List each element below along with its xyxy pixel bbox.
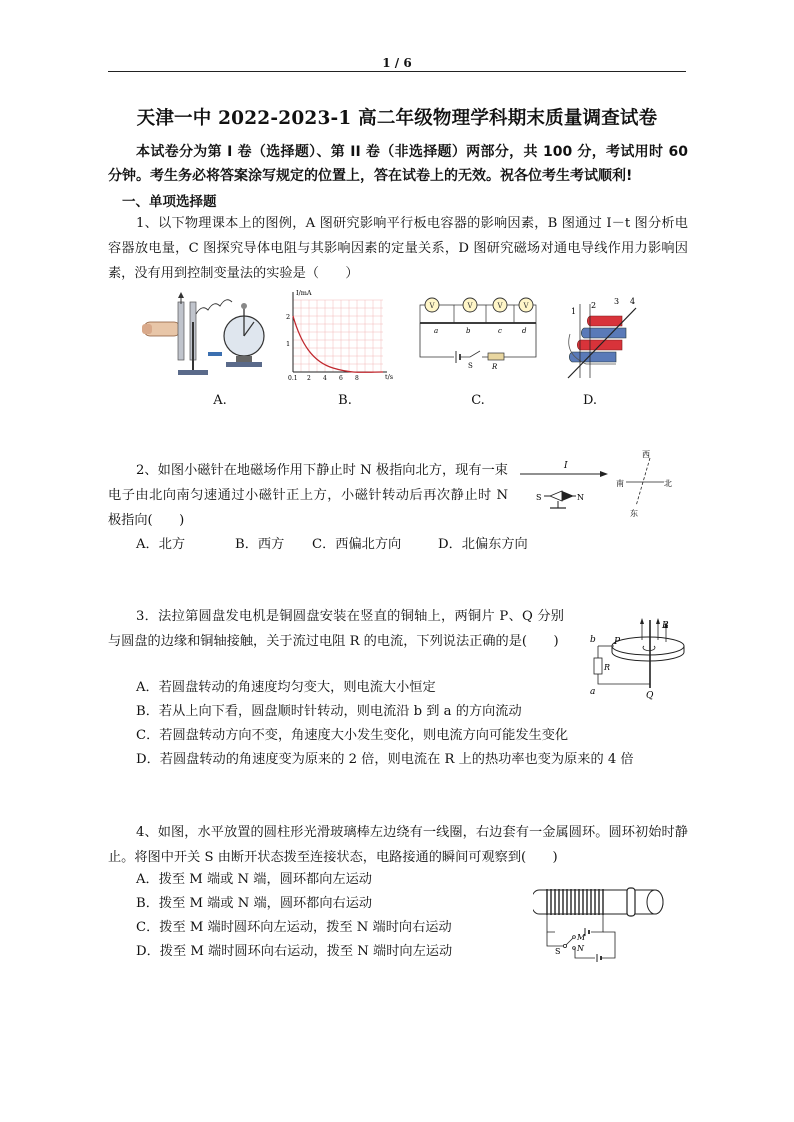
question-1-text: 1、以下物理课本上的图例，A 图研究影响平行板电容器的影响因素，B 图通过 I－t 图分析电容器放电量，C 图探究导体电阻与其影响因素的定量关系，D 图研究磁场对通电导线作用力影响因素，没有用到控制变量法的实验是（ ） [108, 216, 688, 281]
q3-label-p: P [614, 637, 621, 647]
q4-option-d: D．拨至 M 端时圆环向右运动，拨至 N 端时向左运动 [136, 944, 453, 959]
q3-label-b-field: B [662, 621, 669, 631]
graph-x-tick: 2 [307, 375, 311, 382]
circuit-label-b: b [466, 327, 471, 335]
q1-figure-a [140, 292, 272, 382]
graph-x-tick: 4 [323, 375, 327, 382]
q3-option-b: B．若从上向下看，圆盘顺时针转动，则电流沿 b 到 a 的方向流动 [136, 704, 522, 719]
graph-x-tick: 0.1 [288, 375, 298, 382]
circuit-label-r: R [492, 363, 498, 371]
question-4-text: 4、如图，水平放置的圆柱形光滑玻璃棒左边绕有一线圈，右边套有一金属圆环。圆环初始时静止。将图中开关 S 由断开状态拨至连接状态，电路接通的瞬间可观察到( ) [108, 825, 688, 865]
q1-caption-c: C. [471, 393, 485, 408]
section-heading-single-choice: 一、单项选择题 [122, 194, 217, 210]
q1-caption-d: D. [582, 393, 598, 408]
q2-compass-south: 南 [616, 479, 624, 488]
q3-label-r: R [604, 663, 611, 672]
magnet-label-2: 2 [591, 301, 597, 310]
magnet-label-4: 4 [630, 297, 636, 306]
graph-x-tick: 6 [339, 375, 343, 382]
q2-compass-west: 西 [642, 450, 650, 459]
exam-title: 天津一中 2022-2023-1 高二年级物理学科期末质量调查试卷 [136, 108, 658, 129]
q3-option-a: A．若圆盘转动的角速度均匀变大，则电流大小恒定 [136, 680, 436, 695]
exam-instructions: 本试卷分为第 I 卷（选择题）、第 II 卷（非选择题）两部分，共 100 分，考试用时 60 分钟。考生务必将答案涂写规定的位置上，答在试卷上的无效。祝各位考生考试顺利! [108, 144, 688, 184]
svg-text:V: V [497, 302, 503, 310]
circuit-label-a: a [434, 327, 439, 335]
header-rule [108, 71, 686, 72]
magnet-label-3: 3 [614, 297, 620, 306]
circuit-label-d: d [522, 327, 527, 335]
q4-label-s: S [555, 947, 561, 956]
graph-x-label: t/s [385, 373, 394, 381]
q4-label-m: M [577, 933, 586, 942]
svg-text:V: V [523, 302, 529, 310]
q1-caption-b: B. [338, 393, 352, 408]
q2-needle-n: N [577, 493, 584, 502]
q2-compass-east: 东 [630, 509, 638, 518]
q4-option-b: B．拨至 M 端或 N 端，圆环都向右运动 [136, 896, 373, 911]
q2-option-a: A．北方 [136, 537, 186, 552]
q2-current-label: I [564, 461, 568, 471]
graph-x-tick: 8 [355, 375, 359, 382]
graph-y-label: I/mA [296, 289, 312, 297]
question-2-text: 2、如图小磁针在地磁场作用下静止时 N 极指向北方，现有一束电子由北向南匀速通过小磁针正上方，小磁针转动后再次静止时 N 极指向( ) [108, 463, 508, 528]
q4-figure-coil-ring [533, 882, 669, 966]
q3-figure-disc-generator [584, 616, 688, 700]
q2-figure [520, 446, 680, 520]
magnet-label-1: 1 [571, 307, 577, 316]
q1-caption-a: A. [213, 393, 227, 408]
q2-option-c: C．西偏北方向 [312, 537, 402, 552]
graph-y-tick-1: 1 [286, 340, 291, 348]
q4-option-a: A．拨至 M 端或 N 端，圆环都向左运动 [136, 872, 372, 887]
graph-y-tick-2: 2 [286, 313, 291, 321]
q3-label-a: a [590, 687, 596, 697]
page-number: 1 / 6 [382, 56, 412, 70]
q1-figure-d-magnets [560, 294, 640, 380]
q3-option-d: D．若圆盘转动的角速度变为原来的 2 倍，则电流在 R 上的热功率也变为原来的 4 倍 [136, 752, 634, 767]
circuit-label-s: S [468, 362, 473, 370]
q2-option-b: B．西方 [235, 537, 285, 552]
svg-text:V: V [429, 302, 435, 310]
svg-text:V: V [467, 302, 473, 310]
q2-option-d: D．北偏东方向 [438, 537, 528, 552]
q3-label-q: Q [646, 691, 654, 700]
q4-label-n: N [577, 944, 584, 953]
q1-figure-c-circuit [414, 293, 542, 373]
q2-needle-s: S [536, 493, 542, 502]
question-3-text: 3．法拉第圆盘发电机是铜圆盘安装在竖直的铜轴上，两铜片 P、Q 分别与圆盘的边缘和铜轴接触，关于流过电阻 R 的电流，下列说法正确的是( ) [108, 609, 564, 649]
q4-option-c: C．拨至 M 端时圆环向左运动，拨至 N 端时向右运动 [136, 920, 452, 935]
q3-label-b: b [590, 635, 596, 645]
q1-figure-b-graph [283, 286, 395, 382]
circuit-label-c: c [498, 327, 502, 335]
q2-compass-north: 北 [664, 479, 672, 488]
q3-option-c: C．若圆盘转动方向不变，角速度大小发生变化，则电流方向可能发生变化 [136, 728, 569, 743]
